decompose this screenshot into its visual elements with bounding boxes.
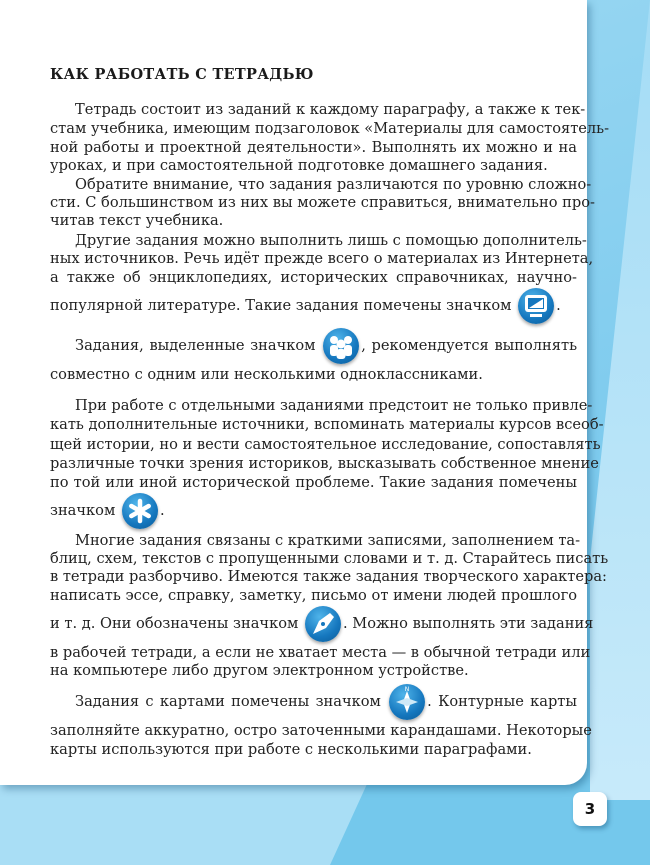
text-line <box>75 232 587 250</box>
text-line <box>75 684 577 720</box>
text-line <box>50 606 594 642</box>
line-text: . <box>556 297 561 314</box>
line-text: заполняйте аккуратно, остро заточенными карандашами. Некоторые <box>50 722 592 739</box>
line-text: читав текст учебника. <box>50 212 224 229</box>
line-text: ных источников. Речь идёт прежде всего о материалах из Интернета, <box>50 250 594 267</box>
text-line <box>50 212 577 230</box>
line-text: щей истории, но и вести самостоятельное исследование, сопоставлять <box>50 436 601 453</box>
text-line <box>50 250 594 268</box>
asterisk-icon <box>122 493 158 529</box>
page-number: 3 <box>573 792 607 826</box>
text-line <box>50 644 591 662</box>
svg-text:N: N <box>404 686 410 693</box>
line-text: на компьютере либо другом электронном устройстве. <box>50 662 469 679</box>
line-text: различные точки зрения историков, высказывать собственное мнение <box>50 455 599 472</box>
line-text: Задания, выделенные значком <box>75 337 316 354</box>
line-text: Многие задания связаны с краткими записями, заполнением та- <box>75 532 581 549</box>
line-text: совместно с одним или несколькими одноклассниками. <box>50 366 483 383</box>
text-line <box>50 194 595 212</box>
line-text: Обратите внимание, что задания различаются по уровню сложно- <box>75 176 592 193</box>
text-line <box>50 288 577 324</box>
text-line <box>50 416 604 434</box>
line-text: карты используются при работе с несколькими параграфами. <box>50 741 532 758</box>
line-text: . Можно выполнять эти задания <box>342 615 594 632</box>
pen-icon <box>305 606 341 642</box>
line-text: популярной литературе. Такие задания помечены значком <box>50 297 512 314</box>
line-text: значком <box>50 502 116 519</box>
text-line <box>50 662 577 680</box>
text-line <box>50 436 601 454</box>
group-icon <box>323 328 359 364</box>
text-line <box>50 139 577 157</box>
computer-icon <box>518 288 554 324</box>
text-line <box>75 176 592 194</box>
text-line <box>75 397 593 415</box>
line-text: . <box>159 502 165 519</box>
line-text: . Контурные карты <box>427 693 577 710</box>
text-line <box>50 741 577 759</box>
line-text: Тетрадь состоит из заданий к каждому параграфу, а также к тек- <box>75 101 586 118</box>
line-text: в тетради разборчиво. Имеются также задания творческого характера: <box>50 568 607 585</box>
line-text: сти. С большинством из них вы можете справиться, внимательно про- <box>50 194 595 211</box>
line-text: Задания с картами помечены значком <box>75 693 381 710</box>
text-line <box>50 474 577 492</box>
text-line <box>50 120 610 138</box>
text-line <box>50 455 599 473</box>
line-text: стам учебника, имеющим подзаголовок «Материалы для самостоятель- <box>50 120 610 137</box>
compass-icon <box>389 684 425 720</box>
line-text: в рабочей тетради, а если не хватает места — в обычной тетради или <box>50 644 591 661</box>
text-line <box>50 587 577 605</box>
line-text: При работе с отдельными заданиями предстоит не только привле- <box>75 397 593 414</box>
text-line <box>50 493 577 529</box>
line-text: уроках, и при самостоятельной подготовке домашнего задания. <box>50 157 548 174</box>
line-text: ной работы и проектной деятельности». Выполнять их можно и на <box>50 139 577 156</box>
line-text: написать эссе, справку, заметку, письмо от имени людей прошлого <box>50 587 577 604</box>
text-line <box>50 157 577 175</box>
line-text: по той или иной исторической проблеме. Такие задания помечены <box>50 474 577 491</box>
text-line <box>50 568 607 586</box>
page-heading: КАК РАБОТАТЬ С ТЕТРАДЬЮ <box>50 66 314 83</box>
line-text: и т. д. Они обозначены значком <box>50 615 299 632</box>
text-line <box>50 269 577 287</box>
text-line <box>50 722 592 740</box>
line-text: , рекомендуется выполнять <box>361 337 578 354</box>
text-line <box>50 550 609 568</box>
text-line <box>75 532 581 550</box>
text-line <box>50 366 577 384</box>
text-line <box>75 328 577 364</box>
line-text: Другие задания можно выполнить лишь с помощью дополнитель- <box>75 232 587 249</box>
line-text: блиц, схем, текстов с пропущенными словами и т. д. Старайтесь писать <box>50 550 609 567</box>
text-line <box>75 101 586 119</box>
line-text: кать дополнительные источники, вспоминать материалы курсов всеоб- <box>50 416 604 433</box>
line-text: а также об энциклопедиях, исторических справочниках, научно- <box>50 269 577 286</box>
